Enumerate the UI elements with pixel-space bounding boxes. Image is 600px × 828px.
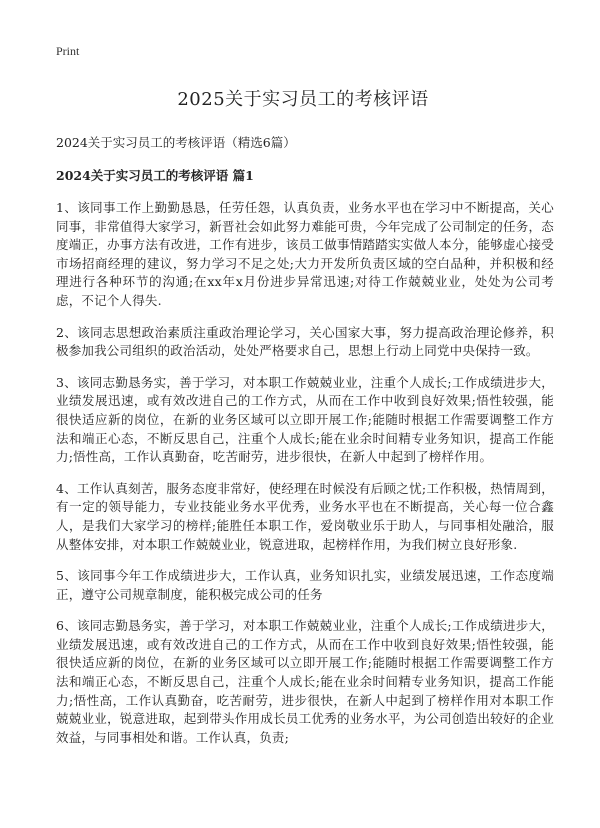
paragraph-2: 2、该同志思想政治素质注重政治理论学习，关心国家大事，努力提高政治理论修养，积极参加我公司组织的政治活动，处处严格要求自己，思想上行动上同党中央保持一致。 xyxy=(56,324,554,359)
document-subtitle: 2024关于实习员工的考核评语（精选6篇） xyxy=(56,135,296,150)
paragraph-3: 3、该同志勤恳务实，善于学习，对本职工作兢兢业业，注重个人成长;工作成绩进步大，业绩发展迅速，或有效改进自己的工作方式，从而在工作中收到良好效果;悟性较强，能很快适应新的岗位，在新的业务区域可以立即开展工作;能随时根据工作需要调整工作方法和端正心态，不断反思自己，注重个人成长;能在业余时间精专业务知识，提高工作能力;悟性高，工作认真勤奋，吃苦耐劳，进步很快，在新人中起到了榜样作用。 xyxy=(56,374,554,465)
paragraph-4: 4、工作认真刻苦，服务态度非常好，使经理在时候没有后顾之忧;工作积极，热情周到，有一定的领导能力，专业技能业务水平优秀，业务水平也在不断提高，关心每一位合鑫人，是我们大家学习的榜样;能胜任本职工作，爱岗敬业乐于助人，与同事相处融洽，服从整体安排，对本职工作兢兢业业，锐意进取，起榜样作用，为我们树立良好形象. xyxy=(56,480,554,552)
paragraph-6: 6、该同志勤恳务实，善于学习，对本职工作兢兢业业，注重个人成长;工作成绩进步大，业绩发展迅速，或有效改进自己的工作方式，从而在工作中收到良好效果;悟性较强，能很快适应新的岗位，在新的业务区域可以立即开展工作;能随时根据工作需要调整工作方法和端正心态，不断反思自己，注重个人成长;能在业余时间精专业务知识，提高工作能力;悟性高，工作认真勤奋，吃苦耐劳，进步很快，在新人中起到了榜样作用对本职工作兢兢业业，锐意进取，起到带头作用成长员工优秀的业务水平，为公司创造出较好的企业效益，与同事相处和谐。工作认真，负责; xyxy=(56,618,554,745)
paragraph-1: 1、该同事工作上勤勤恳恳，任劳任怨，认真负责，业务水平也在学习中不断提高，关心同事，非常值得大家学习，新晋社会如此努力难能可贵，今年完成了公司制定的任务，态度端正，办事方法有改进，工作有进步，该员工做事情踏踏实实做人本分，能够虚心接受市场招商经理的建议，努力学习不足之处;大力开发所负责区域的空白品种，并积极和经理进行各种环节的沟通;在xx年x月份进步异常迅速;对待工作兢兢业业，处处为公司考虑，不记个人得失. xyxy=(56,200,554,308)
document-title: 2025关于实习员工的考核评语 xyxy=(177,89,429,110)
section-heading: 2024关于实习员工的考核评语 篇1 xyxy=(56,168,254,183)
print-link[interactable]: Print xyxy=(56,44,80,58)
paragraph-5: 5、该同事今年工作成绩进步大，工作认真，业务知识扎实，业绩发展迅速，工作态度端正，遵守公司规章制度，能积极完成公司的任务 xyxy=(56,568,554,602)
